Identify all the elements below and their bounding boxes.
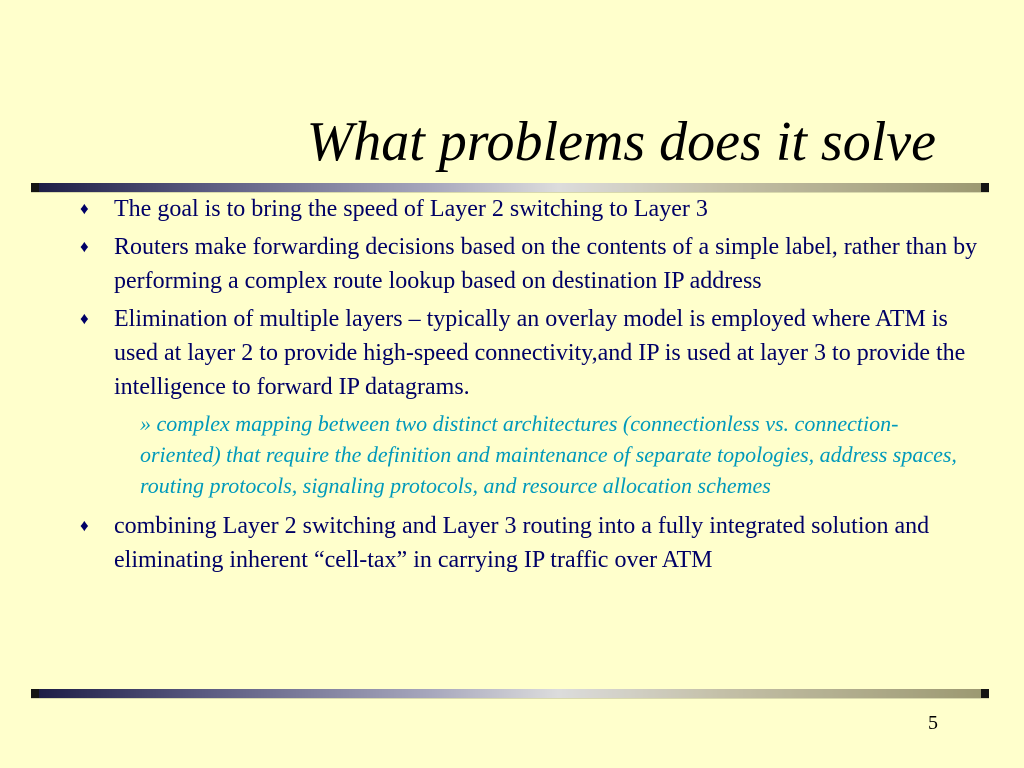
bullet-item (0, 302, 1024, 404)
diamond-bullet-icon: ♦ (80, 309, 89, 328)
title-divider (31, 183, 989, 192)
bullet-text: Elimination of multiple layers – typically an overlay model is employed where ATM is used at layer 2 to provide high-speed connectivity,and IP is used at layer 3 to provide the intelligence to forward IP datagrams. (114, 306, 966, 400)
bullet-text: combining Layer 2 switching and Layer 3 routing into a fully integrated solution and eliminating inherent “cell-tax” in carrying IP traffic over ATM (114, 513, 930, 573)
diamond-bullet-icon: ♦ (80, 199, 89, 218)
page-number: 5 (928, 712, 938, 734)
bullet-text: Routers make forwarding decisions based on the contents of a simple label, rather than by performing a complex route lookup based on destination IP address (114, 234, 978, 294)
diamond-bullet-icon: ♦ (80, 516, 89, 535)
sub-bullet-item (0, 408, 1024, 501)
divider-right-cap (981, 183, 989, 192)
slide-body (0, 192, 1024, 581)
diamond-bullet-icon: ♦ (80, 237, 89, 256)
divider-left-cap (31, 689, 39, 698)
divider-left-cap (31, 183, 39, 192)
footer-divider (31, 689, 989, 698)
slide-title: What problems does it solve (306, 111, 936, 173)
bullet-text: The goal is to bring the speed of Layer 2 switching to Layer 3 (114, 196, 708, 222)
bullet-item (0, 230, 1024, 298)
divider-right-cap (981, 689, 989, 698)
bullet-item (0, 509, 1024, 577)
bullet-item (0, 192, 1024, 226)
sub-bullet-text: » complex mapping between two distinct architectures (connectionless vs. connection-oriented) that require the definition and maintenance of separate topologies, address spaces, routing protocols, signaling protocols, and resource allocation schemes (140, 411, 957, 498)
